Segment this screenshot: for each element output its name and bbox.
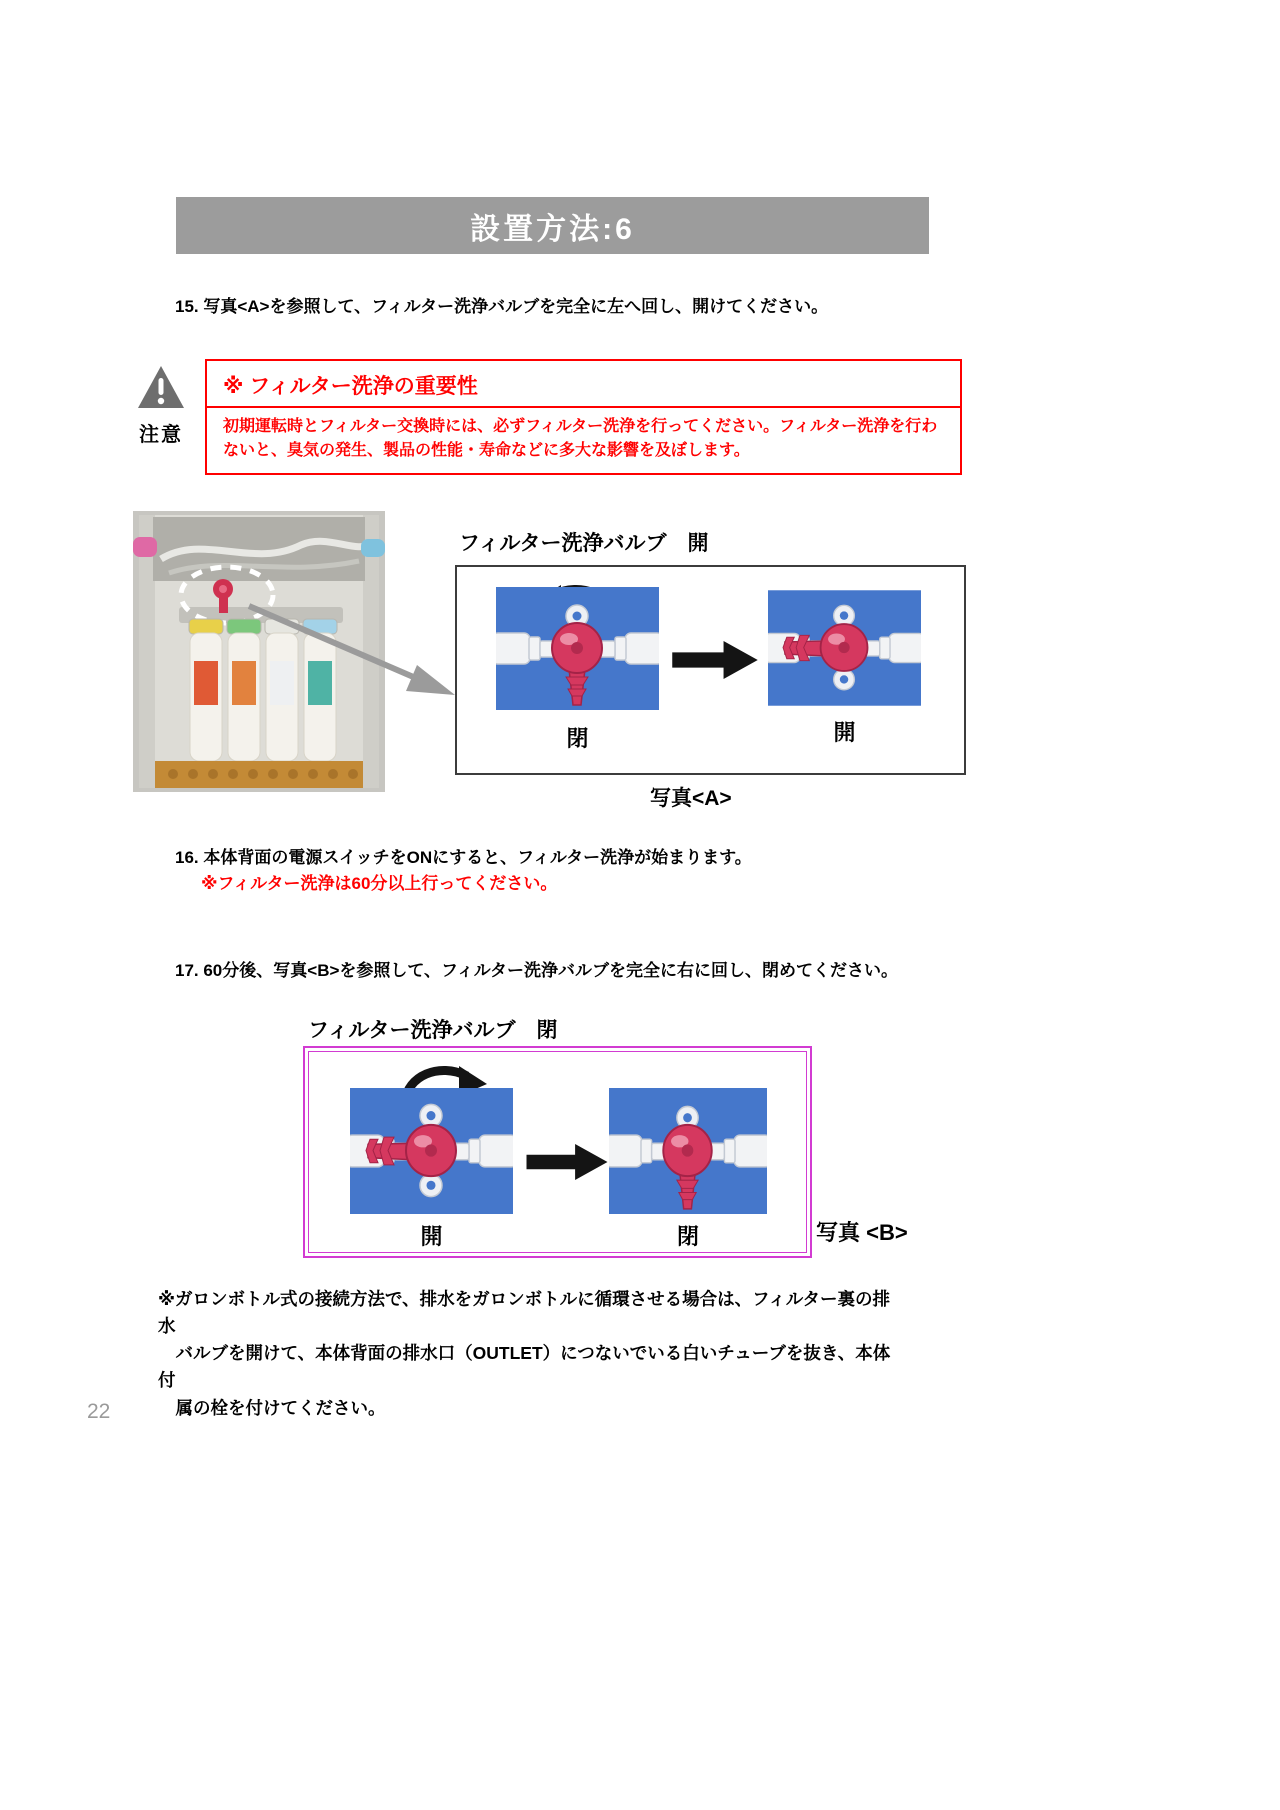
footer-line: 水 <box>158 1316 176 1337</box>
footer-note <box>158 1286 982 1422</box>
step-16-text: 16. 本体背面の電源スイッチをONにすると、フィルター洗浄が始まります。 <box>175 848 752 867</box>
page-title: 設置方法:6 <box>176 197 929 254</box>
warning-title: ※ フィルター洗浄の重要性 <box>207 361 960 408</box>
step-15-text: 15. 写真<A>を参照して、フィルター洗浄バルブを完全に左へ回し、開けてください。 <box>175 297 829 316</box>
valve-photo-closed <box>496 587 659 710</box>
page-number: 22 <box>87 1400 111 1423</box>
step-16-note: ※フィルター洗浄は60分以上行ってください。 <box>201 873 558 893</box>
right-arrow-icon <box>525 1144 609 1180</box>
footer-line: 付 <box>158 1370 176 1391</box>
valve-photo-open <box>350 1088 513 1214</box>
step-17-text: 17. 60分後、写真<B>を参照して、フィルター洗浄バルブを完全に右に回し、閉めてください。 <box>175 961 899 980</box>
valve-photo-closed <box>609 1088 767 1214</box>
figure-b-box <box>303 1046 812 1258</box>
warning-box <box>205 359 962 475</box>
caution-label: 注意 <box>139 424 183 446</box>
caution-block <box>131 364 191 447</box>
figure-b-left-label: 開 <box>420 1224 443 1249</box>
footer-line: ※ガロンボトル式の接続方法で、排水をガロンボトルに循環させる場合は、フィルター裏の排 <box>158 1289 891 1309</box>
blue-fitting <box>361 539 385 557</box>
figure-b-inner-frame <box>308 1051 807 1253</box>
valve-photo-open <box>768 589 921 707</box>
footer-line: バルブを開けて、本体背面の排水口（OUTLET）につないでいる白いチューブを抜き、本体 <box>158 1343 891 1364</box>
figure-b-title: フィルター洗浄バルブ 閉 <box>308 1019 558 1042</box>
right-arrow-icon <box>671 641 759 679</box>
pink-fitting <box>133 537 157 557</box>
figure-a-box <box>455 565 966 775</box>
callout-arrow-icon <box>243 598 463 710</box>
figure-a-right-label: 開 <box>833 720 856 745</box>
warning-body: 初期運転時とフィルター交換時には、必ずフィルター洗浄を行ってください。フィルター洗浄を行わないと、臭気の発生、製品の性能・寿命などに多大な影響を及ぼします。 <box>223 418 938 459</box>
figure-a-title: フィルター洗浄バルブ 開 <box>459 532 709 555</box>
figure-a-left-label: 閉 <box>566 726 589 751</box>
figure-b-right-label: 閉 <box>676 1224 699 1249</box>
warning-triangle-icon <box>136 364 186 410</box>
figure-a-caption: 写真<A> <box>650 787 732 810</box>
footer-line: 属の栓を付けてください。 <box>158 1397 386 1418</box>
step-16 <box>175 845 752 896</box>
figure-b-caption: 写真 <B> <box>816 1220 908 1245</box>
